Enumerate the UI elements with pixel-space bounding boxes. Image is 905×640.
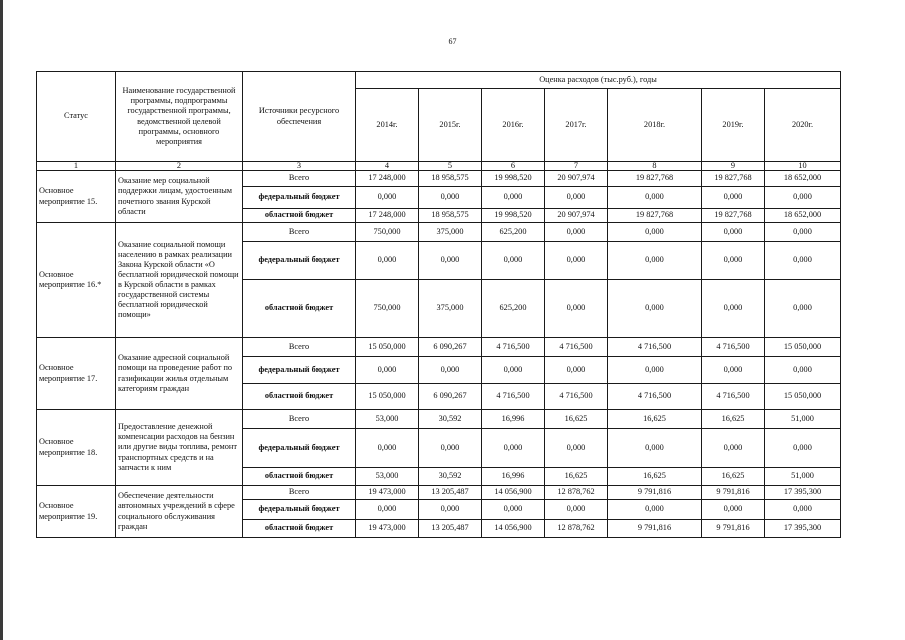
column-index: 4 [356, 162, 419, 171]
status-cell: Основное мероприятие 18. [37, 410, 116, 486]
value-cell: 0,000 [356, 500, 419, 520]
value-cell: 0,000 [765, 500, 841, 520]
value-cell: 30,592 [419, 468, 482, 486]
value-cell: 6 090,267 [419, 338, 482, 357]
value-cell: 30,592 [419, 410, 482, 429]
value-cell: 0,000 [702, 223, 765, 242]
value-cell: 0,000 [419, 500, 482, 520]
header-name: Наименование государственной программы, подпрограммы государственной программы, ведомственной целевой программы, основного мероприятия [116, 72, 243, 162]
value-cell: 0,000 [419, 357, 482, 384]
value-cell: 0,000 [356, 187, 419, 209]
value-cell: 19 998,520 [482, 209, 545, 223]
value-cell: 0,000 [482, 187, 545, 209]
value-cell: 16,625 [702, 410, 765, 429]
column-index: 2 [116, 162, 243, 171]
scan-left-edge [0, 0, 3, 640]
value-cell: 16,996 [482, 468, 545, 486]
value-cell: 18 958,575 [419, 171, 482, 187]
value-cell: 17 395,300 [765, 520, 841, 538]
value-cell: 0,000 [545, 280, 608, 338]
column-index: 6 [482, 162, 545, 171]
value-cell: 0,000 [482, 429, 545, 468]
status-cell: Основное мероприятие 15. [37, 171, 116, 223]
value-cell: 0,000 [702, 500, 765, 520]
value-cell: 4 716,500 [608, 338, 702, 357]
value-cell: 0,000 [765, 187, 841, 209]
value-cell: 0,000 [702, 187, 765, 209]
value-cell: 4 716,500 [545, 338, 608, 357]
source-label: областной бюджет [243, 520, 356, 538]
value-cell: 0,000 [419, 242, 482, 280]
value-cell: 12 878,762 [545, 486, 608, 500]
value-cell: 53,000 [356, 468, 419, 486]
value-cell: 0,000 [765, 280, 841, 338]
value-cell: 625,200 [482, 223, 545, 242]
value-cell: 16,996 [482, 410, 545, 429]
value-cell: 0,000 [765, 429, 841, 468]
value-cell: 0,000 [608, 500, 702, 520]
value-cell: 750,000 [356, 280, 419, 338]
value-cell: 0,000 [545, 429, 608, 468]
source-label: областной бюджет [243, 384, 356, 410]
activity-name-cell: Предоставление денежной компенсации расходов на бензин или другие виды топлива, ремонт транспортных средств и на запчасти к ним [116, 410, 243, 486]
value-cell: 0,000 [545, 242, 608, 280]
value-cell: 750,000 [356, 223, 419, 242]
column-index: 3 [243, 162, 356, 171]
value-cell: 0,000 [608, 357, 702, 384]
value-cell: 0,000 [545, 500, 608, 520]
value-cell: 625,200 [482, 280, 545, 338]
value-cell: 0,000 [702, 242, 765, 280]
value-cell: 0,000 [419, 429, 482, 468]
value-cell: 4 716,500 [482, 384, 545, 410]
value-cell: 0,000 [356, 357, 419, 384]
budget-table [36, 71, 841, 538]
value-cell: 17 248,000 [356, 171, 419, 187]
value-cell: 13 205,487 [419, 486, 482, 500]
value-cell: 18 652,000 [765, 171, 841, 187]
year-header: 2015г. [419, 89, 482, 162]
source-label: областной бюджет [243, 468, 356, 486]
source-label: областной бюджет [243, 280, 356, 338]
value-cell: 12 878,762 [545, 520, 608, 538]
source-label: Всего [243, 338, 356, 357]
value-cell: 0,000 [419, 187, 482, 209]
value-cell: 19 827,768 [608, 171, 702, 187]
value-cell: 0,000 [545, 187, 608, 209]
source-label: федеральный бюджет [243, 187, 356, 209]
value-cell: 17 395,300 [765, 486, 841, 500]
value-cell: 0,000 [702, 429, 765, 468]
status-cell: Основное мероприятие 16.* [37, 223, 116, 338]
header-row [37, 72, 841, 89]
status-cell: Основное мероприятие 19. [37, 486, 116, 538]
value-cell: 19 827,768 [702, 171, 765, 187]
value-cell: 4 716,500 [702, 384, 765, 410]
value-cell: 17 248,000 [356, 209, 419, 223]
value-cell: 15 050,000 [765, 338, 841, 357]
value-cell: 9 791,816 [608, 520, 702, 538]
activity-name-cell: Обеспечение деятельности автономных учреждений в сфере социального обслуживания граждан [116, 486, 243, 538]
value-cell: 375,000 [419, 223, 482, 242]
source-label: Всего [243, 223, 356, 242]
value-cell: 19 827,768 [702, 209, 765, 223]
year-header: 2018г. [608, 89, 702, 162]
page-number: 67 [448, 37, 457, 46]
value-cell: 0,000 [608, 187, 702, 209]
activity-name-cell: Оказание адресной социальной помощи на проведение работ по газификации жилья отдельным категориям граждан [116, 338, 243, 410]
source-label: федеральный бюджет [243, 357, 356, 384]
value-cell: 14 056,900 [482, 486, 545, 500]
value-cell: 18 958,575 [419, 209, 482, 223]
column-index: 7 [545, 162, 608, 171]
value-cell: 0,000 [608, 429, 702, 468]
value-cell: 19 998,520 [482, 171, 545, 187]
value-cell: 51,000 [765, 410, 841, 429]
value-cell: 14 056,900 [482, 520, 545, 538]
value-cell: 375,000 [419, 280, 482, 338]
column-index: 8 [608, 162, 702, 171]
value-cell: 9 791,816 [702, 486, 765, 500]
value-cell: 0,000 [356, 429, 419, 468]
value-cell: 51,000 [765, 468, 841, 486]
year-header: 2016г. [482, 89, 545, 162]
value-cell: 0,000 [608, 280, 702, 338]
source-label: федеральный бюджет [243, 242, 356, 280]
table-row [37, 486, 841, 500]
value-cell: 0,000 [482, 242, 545, 280]
value-cell: 0,000 [482, 500, 545, 520]
column-index-row [37, 162, 841, 171]
source-label: федеральный бюджет [243, 429, 356, 468]
value-cell: 0,000 [702, 357, 765, 384]
value-cell: 4 716,500 [608, 384, 702, 410]
value-cell: 9 791,816 [608, 486, 702, 500]
value-cell: 0,000 [608, 223, 702, 242]
value-cell: 16,625 [702, 468, 765, 486]
value-cell: 13 205,487 [419, 520, 482, 538]
value-cell: 0,000 [545, 223, 608, 242]
table-body [37, 171, 841, 538]
value-cell: 16,625 [608, 410, 702, 429]
column-index: 5 [419, 162, 482, 171]
status-cell: Основное мероприятие 17. [37, 338, 116, 410]
header-sources: Источники ресурсного обеспечения [243, 72, 356, 162]
value-cell: 6 090,267 [419, 384, 482, 410]
column-index: 1 [37, 162, 116, 171]
value-cell: 9 791,816 [702, 520, 765, 538]
table-row [37, 223, 841, 242]
table-row [37, 171, 841, 187]
value-cell: 16,625 [545, 468, 608, 486]
header-estimate: Оценка расходов (тыс.руб.), годы [356, 72, 841, 89]
value-cell: 20 907,974 [545, 209, 608, 223]
value-cell: 16,625 [608, 468, 702, 486]
value-cell: 0,000 [765, 223, 841, 242]
activity-name-cell: Оказание мер социальной поддержки лицам, удостоенным почетного звания Курской области [116, 171, 243, 223]
value-cell: 53,000 [356, 410, 419, 429]
value-cell: 15 050,000 [356, 384, 419, 410]
value-cell: 0,000 [356, 242, 419, 280]
source-label: областной бюджет [243, 209, 356, 223]
value-cell: 0,000 [482, 357, 545, 384]
activity-name-cell: Оказание социальной помощи населению в рамках реализации Закона Курской области «О бесплатной юридической помощи в Курской области в рамках государственной системы бесплатной юридической помощи» [116, 223, 243, 338]
value-cell: 18 652,000 [765, 209, 841, 223]
value-cell: 19 473,000 [356, 486, 419, 500]
value-cell: 0,000 [608, 242, 702, 280]
value-cell: 0,000 [702, 280, 765, 338]
value-cell: 4 716,500 [482, 338, 545, 357]
value-cell: 16,625 [545, 410, 608, 429]
source-label: Всего [243, 171, 356, 187]
source-label: Всего [243, 410, 356, 429]
value-cell: 19 473,000 [356, 520, 419, 538]
value-cell: 15 050,000 [765, 384, 841, 410]
header-status: Статус [37, 72, 116, 162]
value-cell: 15 050,000 [356, 338, 419, 357]
value-cell: 4 716,500 [545, 384, 608, 410]
value-cell: 20 907,974 [545, 171, 608, 187]
value-cell: 4 716,500 [702, 338, 765, 357]
year-header: 2014г. [356, 89, 419, 162]
table-row [37, 338, 841, 357]
source-label: Всего [243, 486, 356, 500]
year-header: 2017г. [545, 89, 608, 162]
column-index: 9 [702, 162, 765, 171]
value-cell: 0,000 [545, 357, 608, 384]
table-row [37, 410, 841, 429]
year-header: 2019г. [702, 89, 765, 162]
year-header: 2020г. [765, 89, 841, 162]
value-cell: 0,000 [765, 242, 841, 280]
value-cell: 0,000 [765, 357, 841, 384]
source-label: федеральный бюджет [243, 500, 356, 520]
column-index: 10 [765, 162, 841, 171]
value-cell: 19 827,768 [608, 209, 702, 223]
